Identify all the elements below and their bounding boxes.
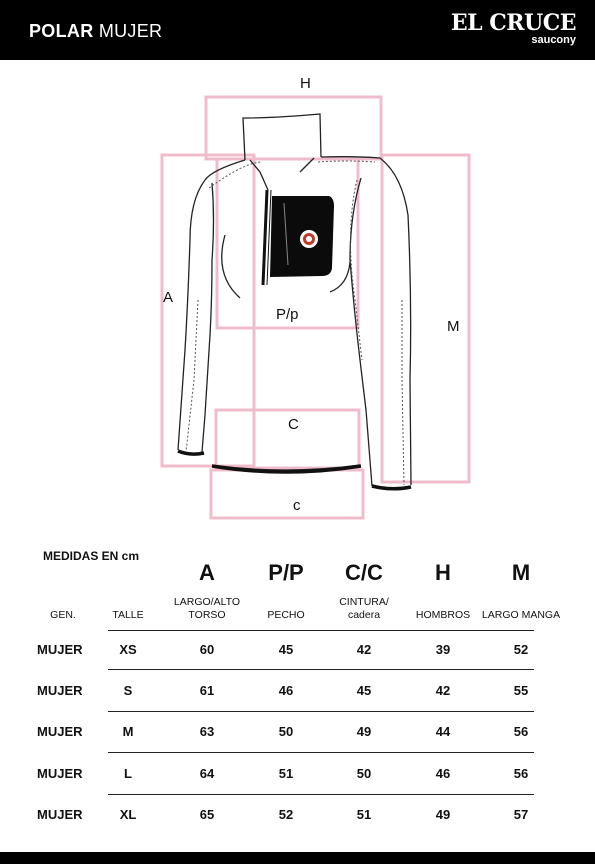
cell-talle: XL xyxy=(119,807,137,822)
cell-cc: 51 xyxy=(356,807,372,822)
cell-gen: MUJER xyxy=(37,724,83,739)
col-gen: GEN. xyxy=(50,609,76,621)
row-divider xyxy=(108,752,534,753)
col-talle: TALLE xyxy=(112,609,144,621)
label-pp: P/p xyxy=(276,306,299,323)
right-cuff xyxy=(372,486,411,489)
label-c: c xyxy=(293,497,301,514)
cell-a: 60 xyxy=(199,642,215,657)
cell-gen: MUJER xyxy=(37,642,83,657)
cell-h: 46 xyxy=(435,766,451,781)
cell-h: 42 xyxy=(435,683,451,698)
letter-cc: C/C xyxy=(345,560,383,585)
garment-diagram xyxy=(0,60,595,540)
hip-frame xyxy=(211,470,363,518)
cell-talle: S xyxy=(123,683,133,698)
cell-m: 56 xyxy=(513,766,529,781)
cell-pp: 50 xyxy=(278,724,294,739)
cell-m: 55 xyxy=(513,683,529,698)
col-cc-sub-2: cadera xyxy=(347,609,381,621)
cell-pp: 46 xyxy=(278,683,294,698)
cell-m: 56 xyxy=(513,724,529,739)
letter-m: M xyxy=(511,560,531,585)
col-m-sub: LARGO MANGA xyxy=(481,609,561,621)
cell-a: 61 xyxy=(199,683,215,698)
label-cc: C xyxy=(288,416,299,433)
label-a: A xyxy=(163,289,174,306)
cell-pp: 51 xyxy=(278,766,294,781)
cell-a: 63 xyxy=(199,724,215,739)
letter-h: H xyxy=(435,560,451,585)
title-rest: MUJER xyxy=(98,21,163,41)
footer-bar xyxy=(0,852,595,864)
left-cuff xyxy=(178,451,204,454)
table-title: MEDIDAS EN cm xyxy=(43,549,140,563)
header-bar xyxy=(0,0,595,60)
cell-cc: 50 xyxy=(356,766,372,781)
col-pp-sub: PECHO xyxy=(267,609,305,621)
cell-talle: M xyxy=(122,724,134,739)
cell-a: 65 xyxy=(199,807,215,822)
cell-gen: MUJER xyxy=(37,683,83,698)
col-a-sub-1: LARGO/ALTO xyxy=(173,596,241,608)
shoulder-frame xyxy=(206,97,381,159)
cell-a: 64 xyxy=(199,766,215,781)
col-a-sub-2: TORSO xyxy=(188,609,226,621)
cell-m: 52 xyxy=(513,642,529,657)
brand-logo xyxy=(451,12,576,46)
brand-name: EL CRUCE xyxy=(450,10,576,36)
brand-sub: saucony xyxy=(531,34,576,46)
cell-h: 44 xyxy=(435,724,451,739)
label-h: H xyxy=(300,75,311,92)
row-divider xyxy=(108,669,534,670)
cell-gen: MUJER xyxy=(37,807,83,822)
label-m: M xyxy=(447,318,460,335)
col-cc-sub-1: CINTURA/ xyxy=(339,596,389,608)
cell-talle: XS xyxy=(119,642,137,657)
zipper xyxy=(263,190,267,285)
letter-a: A xyxy=(199,560,215,585)
cell-cc: 49 xyxy=(356,724,372,739)
cell-talle: L xyxy=(124,766,132,781)
row-divider xyxy=(108,711,534,712)
cell-h: 39 xyxy=(435,642,451,657)
cell-pp: 45 xyxy=(278,642,294,657)
cell-pp: 52 xyxy=(278,807,294,822)
letter-pp: P/P xyxy=(268,560,304,585)
cell-gen: MUJER xyxy=(37,766,83,781)
torso-frame xyxy=(162,155,254,466)
cell-cc: 42 xyxy=(356,642,372,657)
cell-m: 57 xyxy=(513,807,529,822)
cell-h: 49 xyxy=(435,807,451,822)
row-divider xyxy=(108,630,534,631)
col-h-sub: HOMBROS xyxy=(415,609,471,621)
page-title xyxy=(29,21,162,42)
cell-cc: 45 xyxy=(356,683,372,698)
row-divider xyxy=(108,794,534,795)
title-bold: POLAR xyxy=(29,21,94,41)
